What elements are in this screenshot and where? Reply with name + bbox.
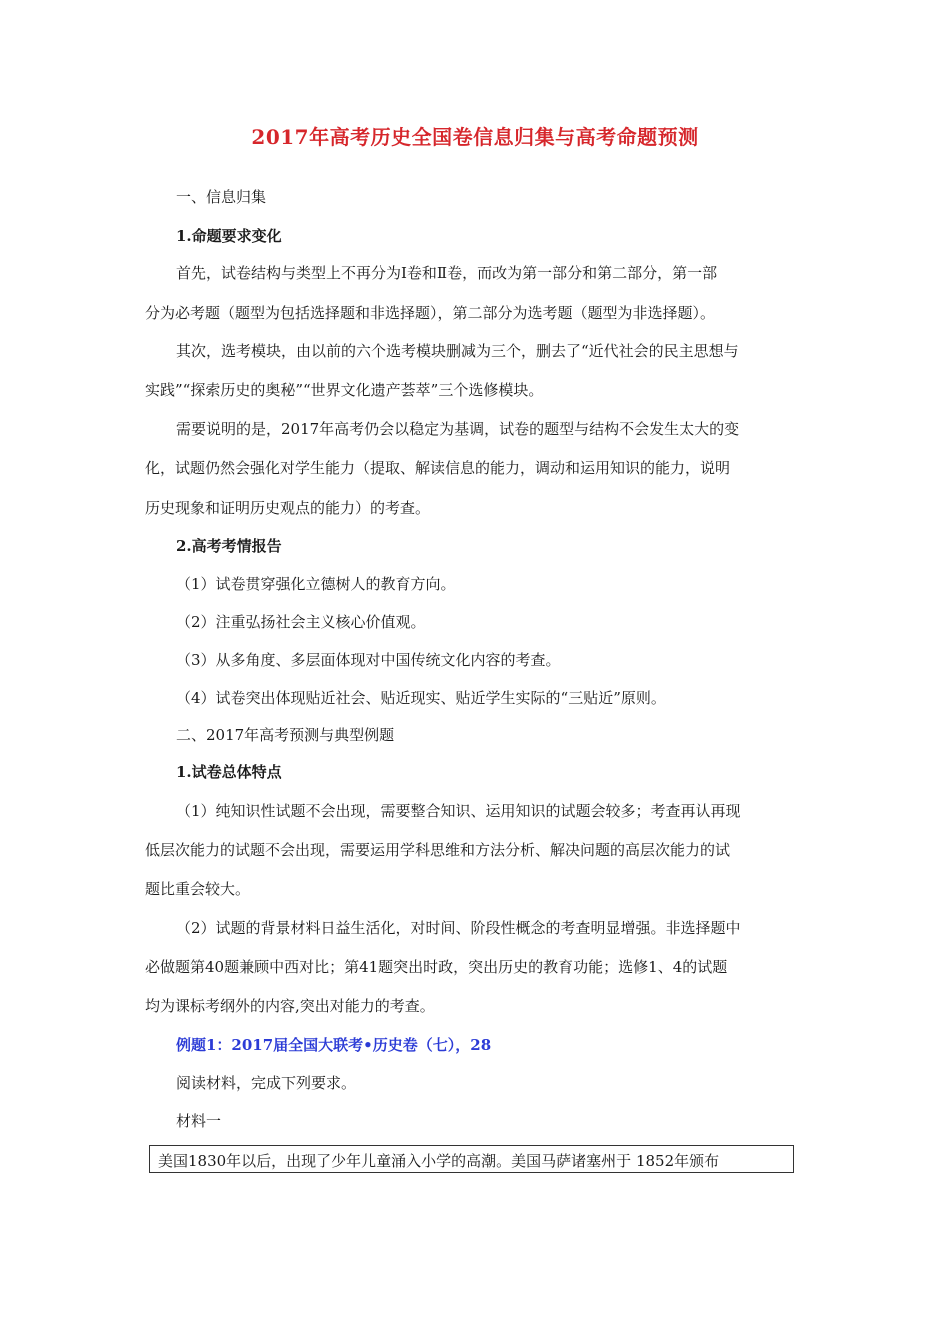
instruction-text: 阅读材料，完成下列要求。 [176,1074,357,1092]
paragraph-2-line-1: 其次，选考模块，由以前的六个选考模块删减为三个，删去了“近代社会的民主思想与 [176,342,739,360]
feature-2-line-1: （2）试题的背景材料日益生活化，对时间、阶段性概念的考查明显增强。非选择题中 [176,919,741,937]
material-label: 材料一 [176,1112,222,1130]
paragraph-1-line-2: 分为必考题（题型为包括选择题和非选择题），第二部分为选考题（题型为非选择题）。 [145,304,716,322]
paragraph-3-line-1: 需要说明的是，2017年高考仍会以稳定为基调，试卷的题型与结构不会发生太大的变 [176,420,740,438]
subsection-heading-1-2: 2.高考考情报告 [176,537,282,555]
feature-1-line-2: 低层次能力的试题不会出现，需要运用学科思维和方法分析、解决问题的高层次能力的试 [145,841,731,859]
section-heading-2: 二、2017年高考预测与典型例题 [176,726,395,744]
report-item-3: （3）从多角度、多层面体现对中国传统文化内容的考查。 [176,651,561,669]
example-heading: 例题1：2017届全国大联考•历史卷（七），28 [176,1036,492,1054]
feature-1-line-3: 题比重会较大。 [145,880,251,898]
paragraph-1-line-1: 首先，试卷结构与类型上不再分为Ⅰ卷和Ⅱ卷，而改为第一部分和第二部分，第一部 [176,264,718,282]
report-item-2: （2）注重弘扬社会主义核心价值观。 [176,613,426,631]
document-title: 2017年高考历史全国卷信息归集与高考命题预测 [251,125,699,149]
paragraph-2-line-2: 实践”“探索历史的奥秘”“世界文化遗产荟萃”三个选修模块。 [145,381,544,399]
subsection-heading-2-1: 1.试卷总体特点 [176,763,282,781]
paragraph-3-line-3: 历史现象和证明历史观点的能力）的考查。 [145,499,431,517]
report-item-4: （4）试卷突出体现贴近社会、贴近现实、贴近学生实际的“三贴近”原则。 [176,689,666,707]
paragraph-3-line-2: 化，试题仍然会强化对学生能力（提取、解读信息的能力，调动和运用知识的能力，说明 [145,459,731,477]
section-heading-1: 一、信息归集 [176,188,267,206]
feature-1-line-1: （1）纯知识性试题不会出现，需要整合知识、运用知识的试题会较多；考查再认再现 [176,802,741,820]
feature-2-line-2: 必做题第40题兼顾中西对比；第41题突出时政，突出历史的教育功能；选修1、4的试题 [145,958,728,976]
material-text: 美国1830年以后，出现了少年儿童涌入小学的高潮。美国马萨诸塞州于 1852年颁布 [158,1152,720,1170]
report-item-1: （1）试卷贯穿强化立德树人的教育方向。 [176,575,456,593]
subsection-heading-1-1: 1.命题要求变化 [176,227,282,245]
material-box [149,1145,794,1173]
feature-2-line-3: 均为课标考纲外的内容,突出对能力的考查。 [145,997,435,1015]
